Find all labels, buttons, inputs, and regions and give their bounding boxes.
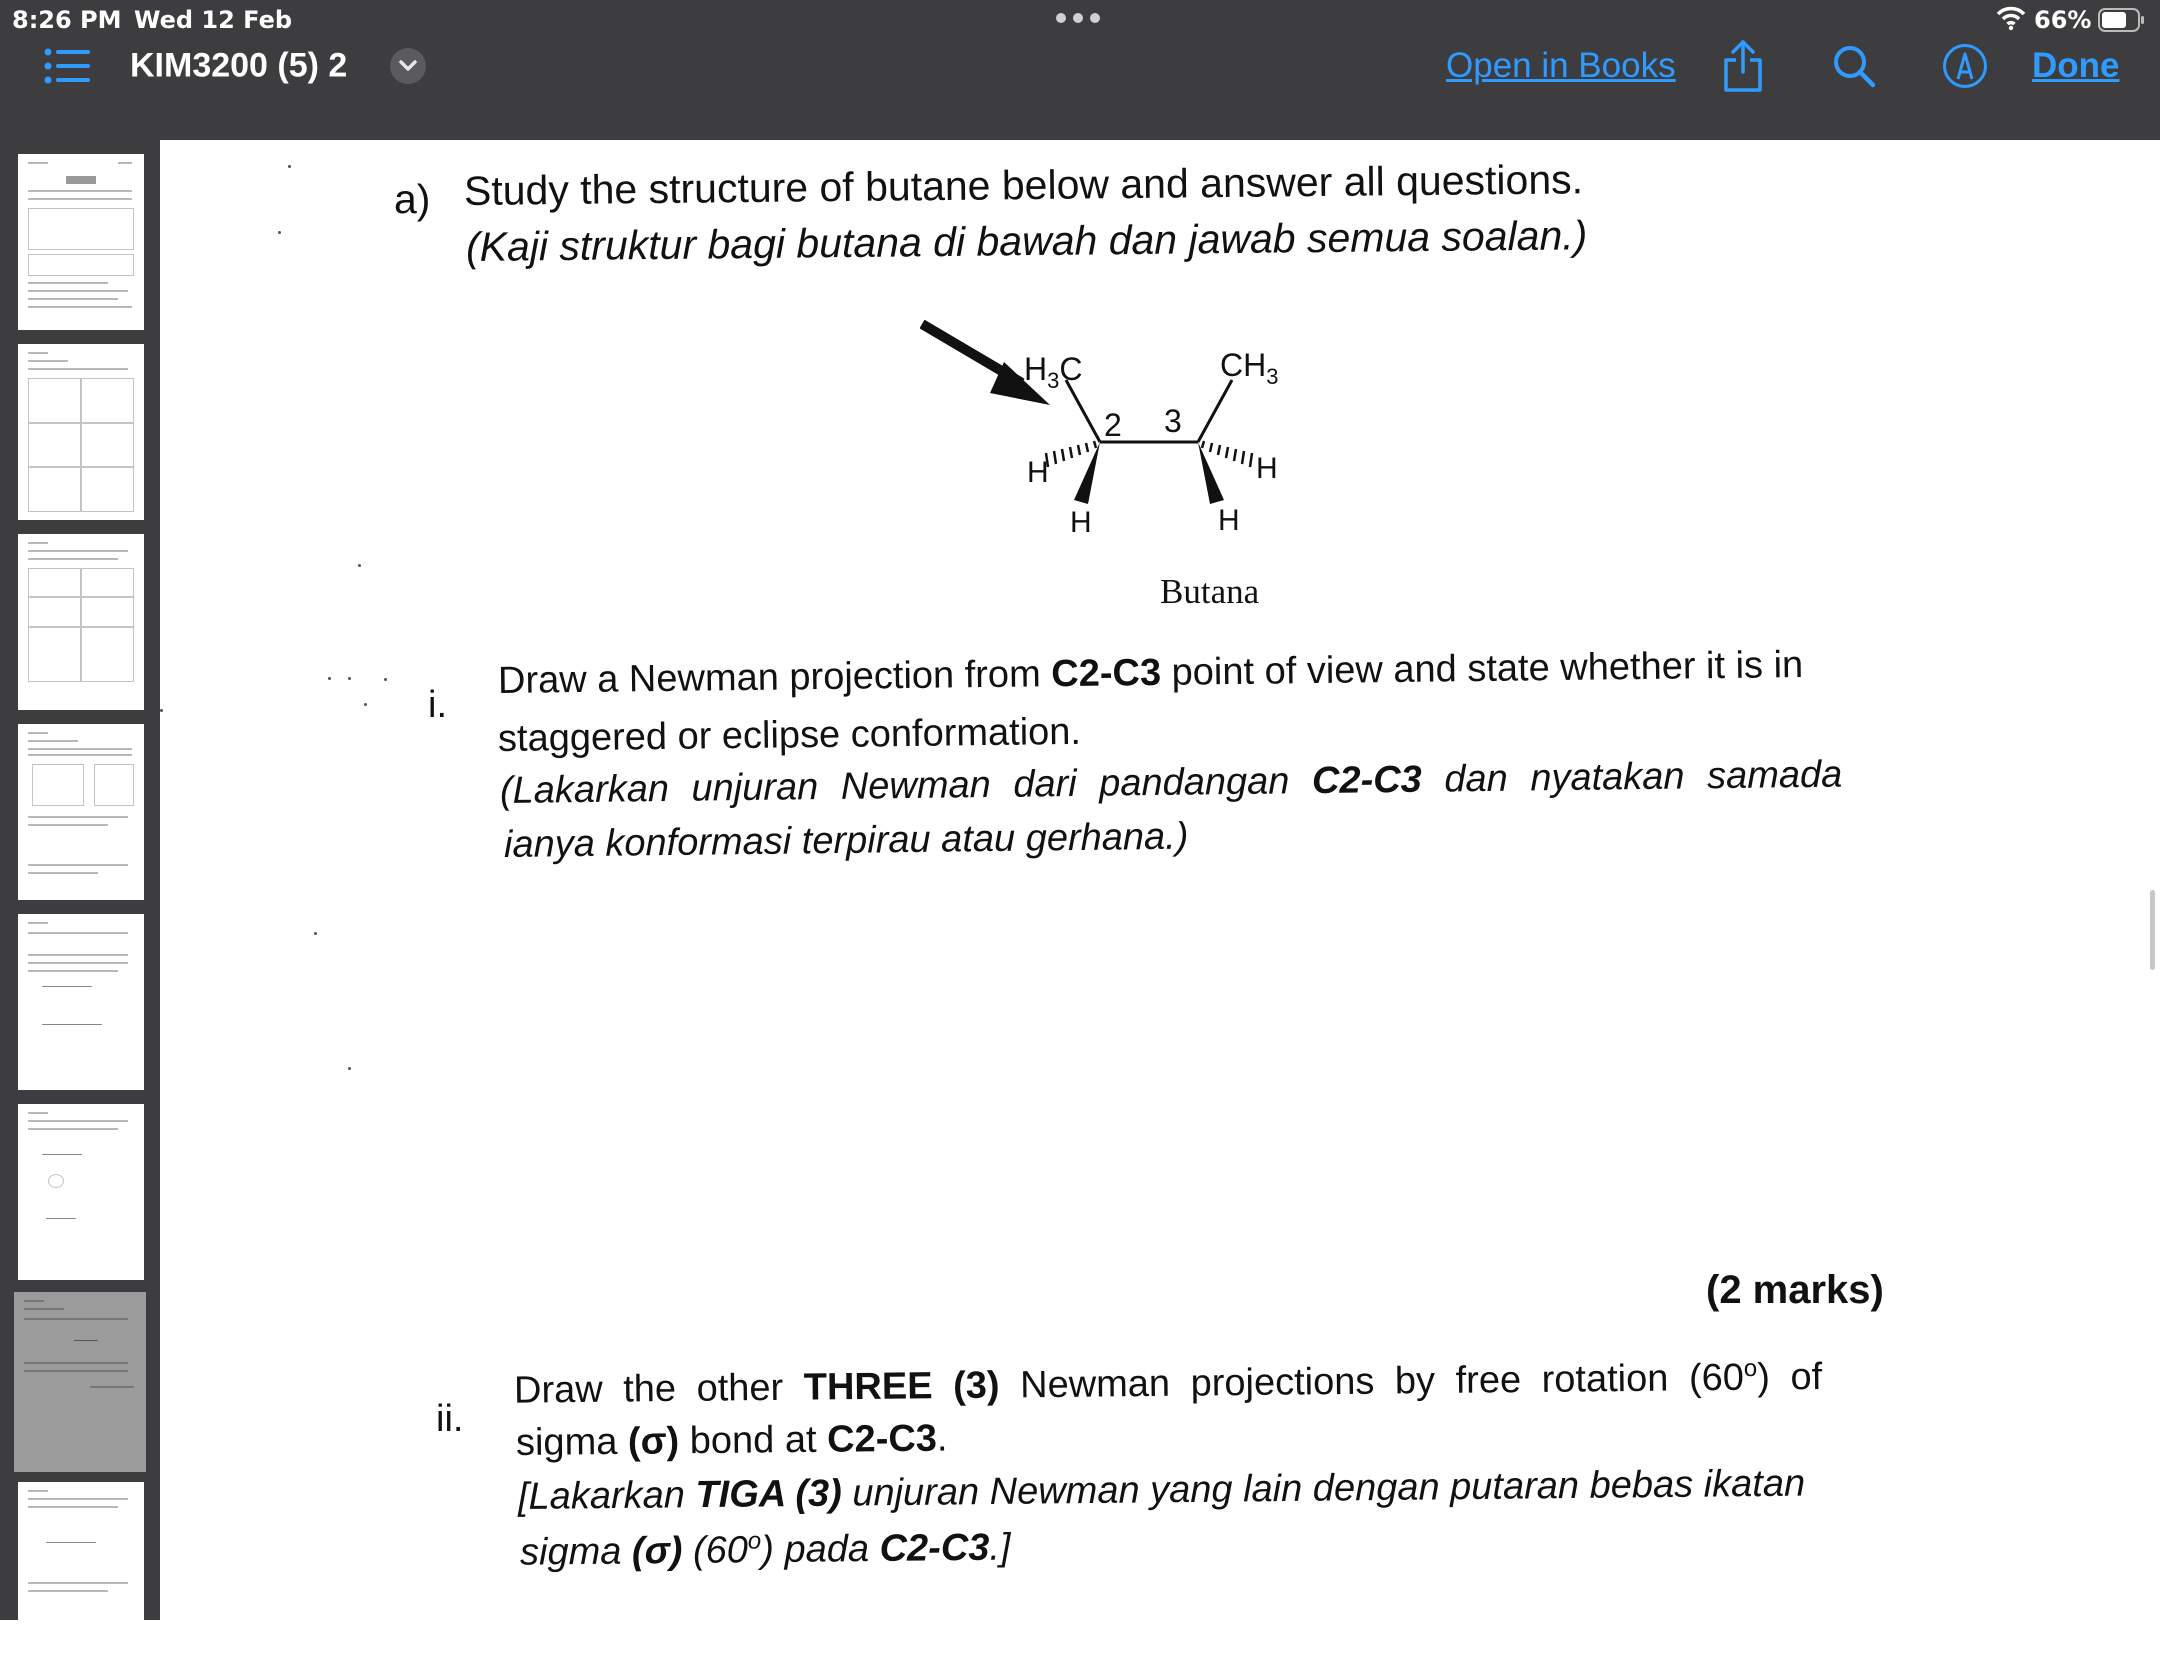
open-in-books-button[interactable]: Open in Books (1446, 46, 1676, 85)
battery-icon (2098, 8, 2144, 32)
butane-structure-diagram (920, 320, 1540, 580)
page-thumbnail[interactable] (18, 1104, 144, 1280)
battery-percent: 66% (2034, 6, 2092, 34)
label-carbon-3: 3 (1164, 403, 1182, 439)
question-ii-malay-line-1: [Lakarkan TIGA (3) unjuran Newman yang lain dengan putaran bebas ikatan (517, 1462, 1806, 1518)
question-i-line-1: Draw a Newman projection from C2-C3 point of view and state whether it is in (497, 644, 1804, 702)
label-h-bottom-left: H (1070, 506, 1092, 539)
question-i-marks: (2 marks) (1706, 1268, 1884, 1312)
label-h-bottom-right: H (1218, 504, 1240, 537)
page-thumbnail[interactable] (18, 1482, 144, 1658)
label-h-left: H (1027, 456, 1049, 489)
document-title[interactable]: KIM3200 (5) 2 (130, 46, 348, 85)
carbon-skeleton (1066, 380, 1232, 442)
toolbar (0, 0, 2160, 140)
chevron-down-icon[interactable] (390, 48, 426, 84)
page-thumbnail[interactable] (18, 724, 144, 900)
question-ii-malay-line-2: sigma (σ) (60$^o$) pada C2-C3.] (519, 1526, 1011, 1574)
page-thumbnail-current[interactable] (14, 1292, 146, 1472)
page-thumbnail[interactable] (18, 914, 144, 1090)
question-i-malay-line-2: ianya konformasi terpirau atau gerhana.) (503, 815, 1189, 866)
question-i-number: i. (428, 684, 447, 726)
search-icon[interactable] (1832, 44, 1876, 88)
document-page[interactable] (160, 140, 2150, 1620)
question-a-label: a) (394, 176, 431, 222)
label-carbon-2: 2 (1104, 407, 1122, 443)
thumbnail-sidebar[interactable] (0, 140, 160, 1620)
question-ii-line-1: Draw the other THREE (3) Newman projections by free rotation (60$^o$) of (513, 1354, 1823, 1412)
page-thumbnail[interactable] (18, 344, 144, 520)
label-h3c: $H_3C$ (1024, 351, 1083, 393)
question-a-text-malay: (Kaji struktur bagi butana di bawah dan jawab semua soalan.) (465, 212, 1588, 270)
status-time: 8:26 PM (12, 6, 122, 34)
status-date: Wed 12 Feb (134, 6, 293, 34)
butane-caption: Butana (1160, 572, 1260, 611)
label-ch3: $CH_3$ (1220, 347, 1279, 389)
question-ii-number: ii. (436, 1398, 464, 1440)
question-a-text: Study the structure of butane below and answer all questions. (463, 156, 1584, 214)
hashed-bond-left (1046, 441, 1096, 467)
label-h-right: H (1256, 452, 1278, 485)
hashed-bond-right (1202, 441, 1252, 467)
markup-icon[interactable] (1942, 43, 1988, 89)
question-i-line-2: staggered or eclipse conformation. (497, 710, 1082, 760)
page-thumbnail[interactable] (18, 534, 144, 710)
scroll-indicator[interactable] (2150, 890, 2155, 970)
wifi-icon (1996, 4, 2026, 32)
question-i-malay-line-1: (Lakarkan unjuran Newman dari pandangan C2-C3 dan nyatakan samada (499, 753, 1843, 812)
question-ii-line-2: sigma (σ) bond at C2-C3. (515, 1417, 948, 1464)
multitasking-dots[interactable] (1056, 2, 1100, 34)
list-icon[interactable] (44, 48, 90, 84)
page-thumbnail[interactable] (18, 154, 144, 330)
done-button[interactable]: Done (2032, 46, 2120, 85)
share-icon[interactable] (1722, 40, 1764, 92)
